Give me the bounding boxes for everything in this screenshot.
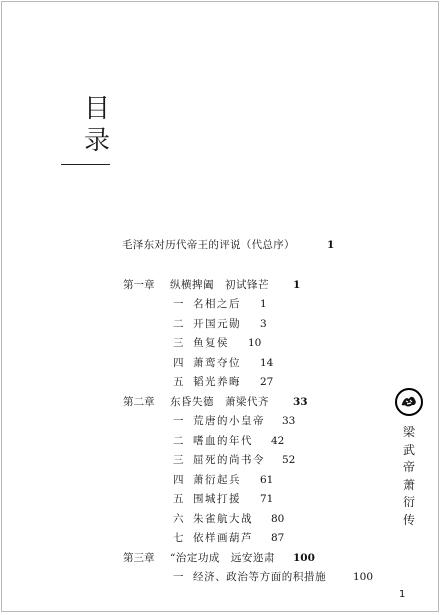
section-index: 四 — [173, 357, 184, 369]
section-index: 二 — [173, 318, 184, 330]
section-index: 一 — [173, 298, 184, 310]
section-page: 27 — [260, 376, 274, 388]
side-title-char: 传 — [402, 512, 415, 527]
chapter-title: “治定功成 远安迩肃 — [170, 552, 275, 564]
section-title: 嗜血的年代 — [193, 435, 253, 447]
section-page: 52 — [282, 454, 296, 466]
chapter-label: 第二章 — [123, 396, 155, 408]
section-title: 荒唐的小皇帝 — [193, 415, 265, 427]
section-page: 33 — [282, 415, 296, 427]
page-number: 1 — [399, 589, 406, 600]
side-title-char: 衍 — [402, 495, 415, 509]
chapter-page: 1 — [293, 279, 301, 291]
preface-page: 1 — [327, 239, 335, 251]
section-page: 61 — [260, 474, 274, 486]
section-index: 二 — [173, 435, 184, 447]
heading-char-lu: 录 — [84, 126, 111, 156]
section-page: 10 — [248, 337, 262, 349]
section-page: 1 — [260, 298, 267, 310]
chapter-page: 100 — [293, 552, 315, 564]
section-index: 三 — [173, 454, 184, 466]
side-title-char: 武 — [402, 442, 415, 457]
preface-title: 毛泽东对历代帝王的评说（代总序） — [122, 239, 295, 251]
book-side-title — [401, 424, 417, 529]
section-page: 100 — [353, 571, 374, 583]
section-title: 朱雀航大战 — [193, 513, 253, 525]
section-page: 71 — [260, 493, 274, 505]
side-title-char: 萧 — [402, 477, 415, 492]
section-page: 80 — [271, 513, 285, 525]
section-page: 87 — [271, 532, 285, 544]
section-index: 一 — [173, 571, 184, 583]
side-title-char: 梁 — [402, 425, 415, 439]
section-page: 3 — [260, 318, 267, 330]
section-title: 鱼复侯 — [193, 337, 229, 349]
section-index: 七 — [173, 532, 184, 544]
side-title-char: 帝 — [402, 460, 415, 474]
section-title: 韬光养晦 — [193, 376, 241, 388]
section-index: 三 — [173, 337, 184, 349]
section-index: 五 — [173, 493, 184, 505]
chapter-page: 33 — [293, 396, 308, 408]
section-page: 42 — [271, 435, 285, 447]
seal-emblem — [395, 388, 423, 416]
section-page: 14 — [260, 357, 274, 369]
section-title: 依样画葫芦 — [193, 532, 253, 544]
section-title: 萧鸾夺位 — [193, 357, 241, 369]
chapter-title: 纵横捭阖 初试锋芒 — [170, 279, 269, 291]
section-index: 四 — [173, 474, 184, 486]
section-title: 屈死的尚书令 — [193, 454, 265, 466]
seal-motif-icon — [397, 390, 421, 414]
section-index: 五 — [173, 376, 184, 388]
section-title: 萧衍起兵 — [193, 474, 241, 486]
section-title: 围城打援 — [193, 493, 241, 505]
chapter-label: 第一章 — [123, 279, 155, 291]
heading-char-mu: 目 — [84, 94, 111, 124]
section-title: 名相之后 — [193, 298, 241, 310]
section-title: 开国元勋 — [193, 318, 241, 330]
section-index: 一 — [173, 415, 184, 427]
chapter-title: 东昏失德 萧梁代齐 — [170, 396, 269, 408]
section-index: 六 — [173, 513, 184, 525]
chapter-label: 第三章 — [123, 552, 155, 564]
section-title: 经济、政治等方面的积措施 — [193, 571, 327, 583]
